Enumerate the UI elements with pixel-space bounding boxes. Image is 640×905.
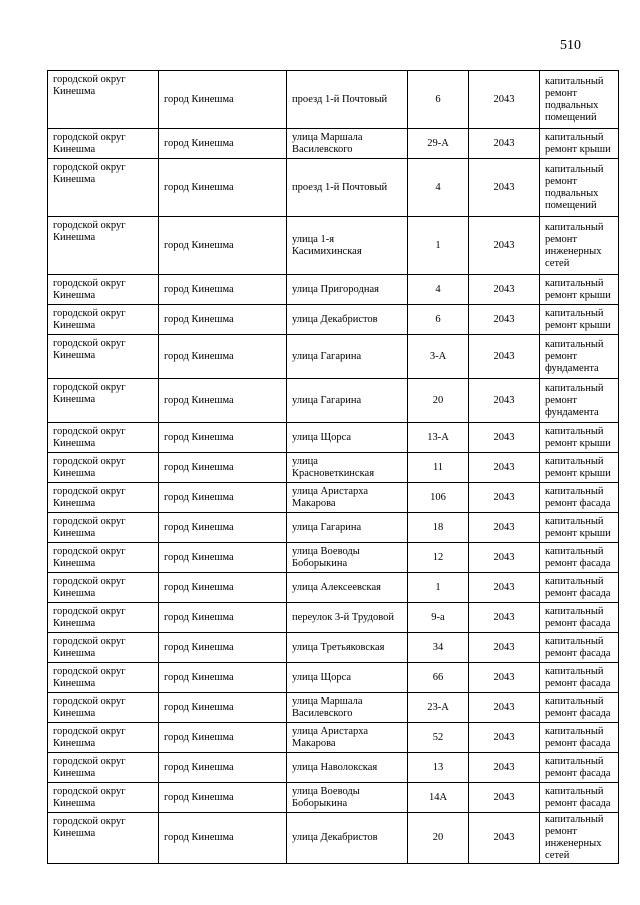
cell-work-type: капитальный ремонт крыши [540, 129, 619, 159]
cell-street: улица Маршала Василевского [287, 693, 408, 723]
cell-city: город Кинешма [159, 335, 287, 379]
cell-street: улица Гагарина [287, 513, 408, 543]
table-row [48, 379, 619, 423]
table-row [48, 423, 619, 453]
cell-city: город Кинешма [159, 663, 287, 693]
cell-work-type: капитальный ремонт фасада [540, 753, 619, 783]
cell-city: город Кинешма [159, 783, 287, 813]
cell-house-number: 1 [408, 217, 469, 275]
cell-okrug: городской округ Кинешма [48, 813, 159, 864]
cell-city: город Кинешма [159, 71, 287, 129]
cell-year: 2043 [469, 573, 540, 603]
cell-year: 2043 [469, 483, 540, 513]
cell-city: город Кинешма [159, 633, 287, 663]
cell-house-number: 1 [408, 573, 469, 603]
cell-year: 2043 [469, 543, 540, 573]
cell-okrug: городской округ Кинешма [48, 633, 159, 663]
cell-okrug: городской округ Кинешма [48, 573, 159, 603]
cell-street: проезд 1-й Почтовый [287, 71, 408, 129]
cell-year: 2043 [469, 783, 540, 813]
cell-year: 2043 [469, 663, 540, 693]
cell-work-type: капитальный ремонт фасада [540, 723, 619, 753]
table-row [48, 663, 619, 693]
cell-street: улица 1-я Касимихинская [287, 217, 408, 275]
cell-year: 2043 [469, 603, 540, 633]
cell-okrug: городской округ Кинешма [48, 129, 159, 159]
cell-okrug: городской округ Кинешма [48, 513, 159, 543]
table-row [48, 573, 619, 603]
cell-street: улица Третьяковская [287, 633, 408, 663]
cell-work-type: капитальный ремонт фасада [540, 603, 619, 633]
table-row [48, 217, 619, 275]
cell-city: город Кинешма [159, 379, 287, 423]
table-row [48, 305, 619, 335]
cell-okrug: городской округ Кинешма [48, 275, 159, 305]
cell-year: 2043 [469, 633, 540, 663]
cell-work-type: капитальный ремонт фасада [540, 483, 619, 513]
cell-city: город Кинешма [159, 453, 287, 483]
cell-city: город Кинешма [159, 693, 287, 723]
cell-house-number: 3-А [408, 335, 469, 379]
cell-house-number: 23-А [408, 693, 469, 723]
cell-year: 2043 [469, 813, 540, 864]
cell-city: город Кинешма [159, 723, 287, 753]
cell-year: 2043 [469, 217, 540, 275]
cell-work-type: капитальный ремонт инженерных сетей [540, 217, 619, 275]
cell-house-number: 106 [408, 483, 469, 513]
cell-city: город Кинешма [159, 159, 287, 217]
cell-city: город Кинешма [159, 305, 287, 335]
cell-city: город Кинешма [159, 513, 287, 543]
cell-house-number: 12 [408, 543, 469, 573]
cell-year: 2043 [469, 723, 540, 753]
cell-city: город Кинешма [159, 543, 287, 573]
cell-street: улица Гагарина [287, 379, 408, 423]
cell-year: 2043 [469, 513, 540, 543]
cell-city: город Кинешма [159, 813, 287, 864]
cell-work-type: капитальный ремонт фундамента [540, 335, 619, 379]
cell-okrug: городской округ Кинешма [48, 423, 159, 453]
table-row [48, 483, 619, 513]
cell-year: 2043 [469, 753, 540, 783]
cell-street: улица Гагарина [287, 335, 408, 379]
cell-year: 2043 [469, 693, 540, 723]
cell-street: переулок 3-й Трудовой [287, 603, 408, 633]
cell-work-type: капитальный ремонт фасада [540, 693, 619, 723]
cell-work-type: капитальный ремонт крыши [540, 275, 619, 305]
cell-street: улица Щорса [287, 423, 408, 453]
cell-street: улица Аристарха Макарова [287, 483, 408, 513]
cell-okrug: городской округ Кинешма [48, 71, 159, 129]
cell-year: 2043 [469, 275, 540, 305]
cell-street: проезд 1-й Почтовый [287, 159, 408, 217]
registry-table [47, 70, 619, 864]
cell-okrug: городской округ Кинешма [48, 783, 159, 813]
cell-work-type: капитальный ремонт фасада [540, 573, 619, 603]
cell-street: улица Воеводы Боборыкина [287, 783, 408, 813]
cell-year: 2043 [469, 379, 540, 423]
registry-table-body [48, 71, 619, 864]
cell-street: улица Красноветкинская [287, 453, 408, 483]
cell-okrug: городской округ Кинешма [48, 693, 159, 723]
cell-okrug: городской округ Кинешма [48, 483, 159, 513]
cell-okrug: городской округ Кинешма [48, 603, 159, 633]
cell-work-type: капитальный ремонт крыши [540, 453, 619, 483]
cell-okrug: городской округ Кинешма [48, 305, 159, 335]
cell-house-number: 11 [408, 453, 469, 483]
table-row [48, 753, 619, 783]
cell-street: улица Декабристов [287, 305, 408, 335]
cell-house-number: 34 [408, 633, 469, 663]
cell-work-type: капитальный ремонт фасада [540, 543, 619, 573]
cell-city: город Кинешма [159, 275, 287, 305]
cell-house-number: 52 [408, 723, 469, 753]
cell-house-number: 9-а [408, 603, 469, 633]
cell-house-number: 14А [408, 783, 469, 813]
cell-year: 2043 [469, 305, 540, 335]
cell-house-number: 29-А [408, 129, 469, 159]
cell-year: 2043 [469, 335, 540, 379]
cell-work-type: капитальный ремонт подвальных помещений [540, 71, 619, 129]
cell-house-number: 4 [408, 275, 469, 305]
cell-okrug: городской округ Кинешма [48, 335, 159, 379]
cell-okrug: городской округ Кинешма [48, 159, 159, 217]
table-row [48, 159, 619, 217]
cell-street: улица Алексеевская [287, 573, 408, 603]
cell-house-number: 13 [408, 753, 469, 783]
cell-street: улица Наволокская [287, 753, 408, 783]
cell-house-number: 66 [408, 663, 469, 693]
cell-street: улица Пригородная [287, 275, 408, 305]
cell-work-type: капитальный ремонт крыши [540, 513, 619, 543]
cell-house-number: 13-А [408, 423, 469, 453]
cell-street: улица Маршала Василевского [287, 129, 408, 159]
cell-year: 2043 [469, 453, 540, 483]
cell-city: город Кинешма [159, 129, 287, 159]
cell-year: 2043 [469, 423, 540, 453]
cell-okrug: городской округ Кинешма [48, 753, 159, 783]
cell-work-type: капитальный ремонт фундамента [540, 379, 619, 423]
cell-city: город Кинешма [159, 217, 287, 275]
cell-street: улица Декабристов [287, 813, 408, 864]
cell-okrug: городской округ Кинешма [48, 663, 159, 693]
cell-house-number: 6 [408, 305, 469, 335]
table-row [48, 71, 619, 129]
cell-year: 2043 [469, 159, 540, 217]
table-row [48, 813, 619, 864]
cell-house-number: 20 [408, 813, 469, 864]
cell-city: город Кинешма [159, 603, 287, 633]
cell-okrug: городской округ Кинешма [48, 453, 159, 483]
table-row [48, 543, 619, 573]
table-row [48, 129, 619, 159]
table-row [48, 723, 619, 753]
table-row [48, 335, 619, 379]
cell-house-number: 4 [408, 159, 469, 217]
table-row [48, 633, 619, 663]
cell-city: город Кинешма [159, 483, 287, 513]
cell-city: город Кинешма [159, 753, 287, 783]
cell-work-type: капитальный ремонт фасада [540, 663, 619, 693]
page-number: 510 [560, 38, 581, 53]
cell-house-number: 18 [408, 513, 469, 543]
cell-work-type: капитальный ремонт инженерных сетей [540, 813, 619, 864]
cell-okrug: городской округ Кинешма [48, 543, 159, 573]
cell-work-type: капитальный ремонт фасада [540, 783, 619, 813]
cell-house-number: 20 [408, 379, 469, 423]
cell-year: 2043 [469, 129, 540, 159]
cell-city: город Кинешма [159, 573, 287, 603]
table-row [48, 693, 619, 723]
table-row [48, 453, 619, 483]
cell-work-type: капитальный ремонт подвальных помещений [540, 159, 619, 217]
cell-work-type: капитальный ремонт крыши [540, 305, 619, 335]
cell-street: улица Воеводы Боборыкина [287, 543, 408, 573]
table-row [48, 275, 619, 305]
cell-okrug: городской округ Кинешма [48, 217, 159, 275]
cell-street: улица Щорса [287, 663, 408, 693]
cell-year: 2043 [469, 71, 540, 129]
cell-city: город Кинешма [159, 423, 287, 453]
cell-street: улица Аристарха Макарова [287, 723, 408, 753]
table-row [48, 603, 619, 633]
cell-work-type: капитальный ремонт крыши [540, 423, 619, 453]
cell-okrug: городской округ Кинешма [48, 723, 159, 753]
table-row [48, 513, 619, 543]
cell-okrug: городской округ Кинешма [48, 379, 159, 423]
cell-house-number: 6 [408, 71, 469, 129]
table-row [48, 783, 619, 813]
cell-work-type: капитальный ремонт фасада [540, 633, 619, 663]
